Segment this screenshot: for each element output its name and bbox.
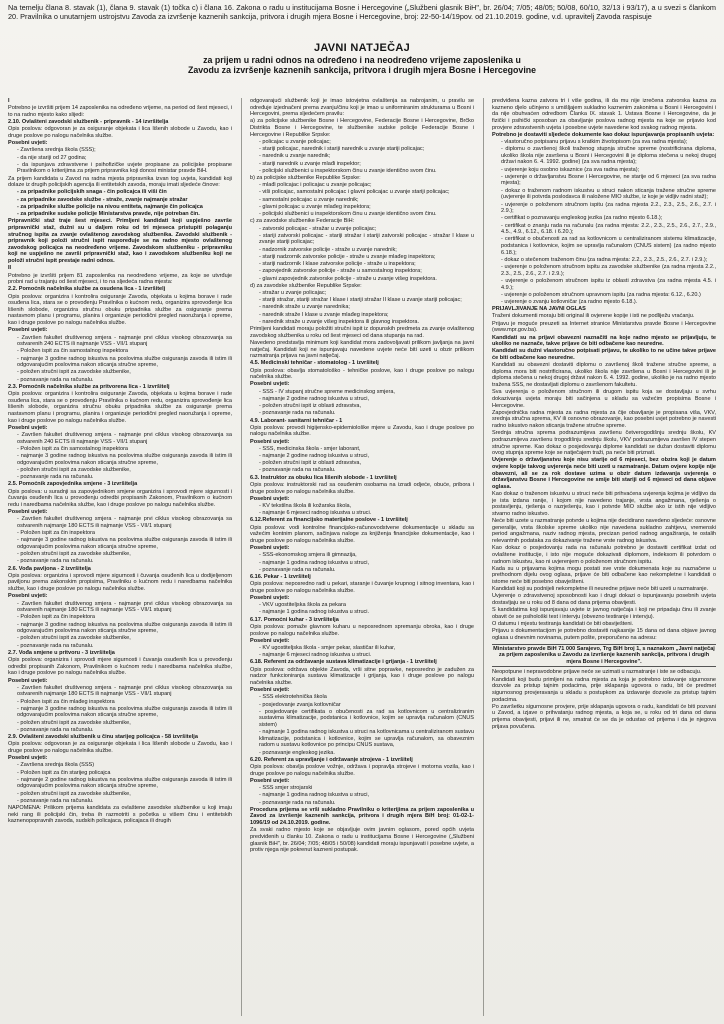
col1-paragraph: - za pripadnike sudske policije Ministarstva pravde, nije potreban čin. xyxy=(17,211,200,218)
col2-paragraph: Posebni uvjeti: xyxy=(250,595,290,601)
col1-paragraph: - poznavanje rada na računalu. xyxy=(17,558,94,565)
col3-paragraph: Kandidati su obavezni dostaviti diplomu o završenoj školi tražene stručne spreme, a diploma mora biti nostrificirana, ukoliko škola nije završena u Bosni i Hercegovini ili je diploma stečena u nekoj drugoj državi nakon 6. 4. 1992. godine, ukoliko je na radno mjesto tražena SSS, ne dostavljati diplomu o završenom fakultetu. xyxy=(492,362,716,389)
col3-paragraph: - uvjerenje o položenom stručnom upravnom ispitu (za radna mjesta: 6.12., 6.20.) xyxy=(501,291,701,298)
col2-paragraph: - stariji narednik u zvanje mlađi inspektor; xyxy=(259,160,361,167)
col1-paragraph: Posebni uvjeti: xyxy=(8,677,48,684)
col3-paragraph: Zapovjednička radna mjesta za radna mjesta za čije obavljanje je propisana viša, VKV, srednja stručna sprema, KV ili osnovno obrazovanje, kao posebni uvjet potrebno je navesti radno iskustvo nakon sticanja tražene stručne spreme. xyxy=(492,409,716,430)
col2-paragraph: Posebni uvjeti: xyxy=(250,545,290,552)
col1-paragraph: - Završen fakultet društvenog smjera - najmanje prvi ciklus visokog obrazovanja sa ostvarenih najmanje 180 ECTS ili najmanje VSS - VII/1 stupanj xyxy=(17,600,232,614)
col2-paragraph: - stražar u zvanje policajac; xyxy=(259,289,327,296)
col3-paragraph: Traženi dokumenti moraju biti original ili ovjerene kopije i isti ne podliježu vraćanju. xyxy=(492,313,695,320)
col2-paragraph: - stariji zatvorski policajac - stariji stražar i stariji zatvorski policajac - stražar I klase u zvanje stariji policajac; xyxy=(259,232,474,246)
col3-paragraph: Prijavu je moguće preuzeti sa Internet stranice Ministarstva pravde Bosne i Hercegovine (www.mpr.gov.ba). xyxy=(492,320,716,334)
col1-paragraph: Opis poslova: organizira i kontrolira osiguranje Zavoda, objekata u kojima borave i rade osuđena lica, stara se o provođenju Pravilnika o kućnom redu, organizira sprovođenje lica lišenih slobode, organizira stručnu obuku pripadnika službe za osiguranje prema nastavnom planu i programu, planira i organizuje periodični pregled naoružanja i opreme, kao i druge poslove po nalogu načelnika službe. xyxy=(8,293,232,327)
col3-paragraph: Srednja stručna sprema podrazumijeva završenu četverogodišnju srednju školu, KV podrazumijeva završenu trogodišnju srednju školu, VKV podrazumijeva završen IV stepen stručne spreme. Kao dokaz o posjedovanju diplome kandidati se dužan dostaviti diplomu ovog stupnja spreme koje se natječajem traži, pa neće biti priznati. xyxy=(492,430,716,457)
col2-paragraph: - poznavanje rada na računalu. xyxy=(259,467,336,474)
col3-paragraph: O datumu i mjestu testiranja kandidati će biti obaviješteni. xyxy=(492,621,634,628)
col3-paragraph: Sva uvjerenja o položenom stručnom ili drugom ispitu koja se dostavljaju u svrhu dokazivanja uvjeta moraju biti sačinjena u skladu sa važećim propisima Bosne i Hercegovine. xyxy=(492,389,716,409)
col1-paragraph: - Završen fakultet društvenog smjera - najmanje prvi ciklus visokog obrazovanja sa ostvarenih najmanje 180 ECTS ili najmanje VSS - VII/1 stupanj xyxy=(17,516,232,529)
col2-paragraph: - SSS-ekonomskog smjera ili gimnazija, xyxy=(259,552,357,559)
col2-paragraph: - posjedovanje certifikata o obučenosti za rad sa kotlovnicom u centraliziranim sustavima klimatizacije, podstanica i kotlovnice, kojim se upravlja računalom (CNUS sistem) xyxy=(259,708,474,728)
col3-paragraph: - uvjerenje koju osobno iskaznice (za sva radna mjesta); xyxy=(501,166,640,173)
col3-paragraph: - certifikat o znanju rada na računalu (za radna mjesta: 2.2., 2.3., 2.5., 2.6., 2.7., 2.9., 4.5., 4.9., 6.12., 6.18. i 6.20.); xyxy=(501,222,716,236)
text-column-3 xyxy=(492,98,716,1020)
col2-paragraph: Opis poslova: pomaže glavnom kuharu u neposrednom spremanju obroka, kao i druge poslove po nalogu načelnika službe. xyxy=(250,623,474,637)
col1-paragraph: Opis poslova: odgovoran je za osiguranje objekata i lica lišenih slobode u Zavodu, kao i druge poslove po nalogu načelnika službe. xyxy=(8,126,232,139)
col2-paragraph: - narednik u zvanje narednik; xyxy=(259,153,331,160)
col2-paragraph: - najmanje 6 mjeseci radnog iskustva u struci. xyxy=(259,652,372,659)
col1-paragraph: Posebni uvjeti: xyxy=(8,509,48,516)
col3-paragraph: PRIJAVLJIVANJE NA JAVNI OGLAS xyxy=(492,306,586,313)
col2-paragraph: - položen stručni ispit iz oblasti zdravstva, xyxy=(259,460,362,467)
col1-paragraph: - poznavanje rada na računalu. xyxy=(17,474,94,481)
col2-paragraph: - poznavanje rada na računalu. xyxy=(259,799,336,806)
col2-paragraph: Posebni uvjeti: xyxy=(250,637,290,644)
col2-paragraph: Primljeni kandidati moraju položiti stručni ispit iz dopunskih predmeta za zvanje ovlaštenog zavodskog službenika u roku od šest mjeseci od dana stupanja na rad. xyxy=(250,326,474,339)
col2-paragraph: 6.20. Referent za upravljanje i održavanje strojeva - 1 izvršitelj xyxy=(250,756,413,763)
col2-paragraph: Posebni uvjeti: xyxy=(250,495,290,502)
col1-paragraph: - Položen ispit za čin samostalnog inspektora xyxy=(17,445,128,452)
col1-paragraph: II xyxy=(8,265,12,272)
col1-paragraph: - najmanje 3 godine radnog iskustva na poslovima službe osiguranja zavoda ili istim ili odgovarajućim poslovima nakon sticanja stručne spreme, xyxy=(17,453,232,466)
col1-paragraph: Posebni uvjeti: xyxy=(8,755,48,762)
col3-paragraph: - uvjerenje o položenom stručnom ispitu iz oblasti zdravstva (za radna mjesta 4.5. i 4.9.); xyxy=(501,277,716,291)
col2-paragraph: - poznavanje engleskog jezika. xyxy=(259,749,335,756)
col1-paragraph: - položen stručni ispit za zavodske službenike, xyxy=(17,551,131,558)
col1-paragraph: - Završen fakultet društvenog smjera - najmanje prvi ciklus visokog obrazovanja sa ostvarenih najmanje 180 ECTS ili najmanje VSS - VII/1 stupanj xyxy=(17,684,232,698)
col3-paragraph: Ministarstvo pravde BiH 71 000 Sarajevo, Trg BiH broj 1, s naznakom „Javni natječaj za prijem zaposlenika u Zavodu za izvršenje kaznenih sankcija, pritvora i drugih mjera Bosne i Hercegovine". xyxy=(492,644,716,668)
col1-paragraph: Posebni uvjeti: xyxy=(8,140,48,147)
col1-paragraph: - Položen ispit za čin inspektora xyxy=(17,614,96,621)
col2-paragraph: - zatvorski policajac - stražar u zvanje policajac; xyxy=(259,225,377,232)
announcement-subtitle-line-2: Zavodu za izvršenje kaznenih sankcija, pritvora i drugih mjera Bosne i Hercegovine xyxy=(187,65,537,76)
col1-paragraph: - Položen ispit za čin samostalnog inspektora xyxy=(17,348,128,355)
col2-paragraph: 4.9. Laborant- sanitarni tehničar - 1 xyxy=(250,417,343,424)
col2-paragraph: Opis poslova: održava objekte Zavoda, vrši sitne popravke, neposredno je zadužen za nadzor funkcioniranja sustava klimatizacije i grijanja, kao i druge poslove po nalogu načelnika službe. xyxy=(250,666,474,686)
col3-paragraph: S kandidatima koji ispunjavaju uvjete iz javnog natječaja i koji ne pripadaju činu ili zvanje obavit će se psihološki test i intervju (obvezno testiranje i intervju). xyxy=(492,607,716,620)
announcement-subtitle-line-1: za prijem u radni odnos na određeno i na neodređeno vrijeme zaposlenika u xyxy=(203,55,521,65)
col3-paragraph: - uvjerenje o položenom stručnom ispitu za zavodske službenike (za radna mjesta 2.2., 2.3., 2.5., 2.6., 2.7. i 2.9.); xyxy=(501,264,716,277)
col2-paragraph: Opis poslova: provodi higijensko-epidemiološke mjere u Zavodu, kao i druge poslove po nalogu načelnika službe. xyxy=(250,424,474,438)
col3-paragraph: - diplomu o završenoj školi traženog stupnja stručne spreme (nostrificirana diploma, ukoliko škola nije završena u Bosni i Hercegovini ili je diploma stečena u nekoj drugoj državi nakon 6. 4. 1992. godine) (za sva radna mjesta); xyxy=(501,146,716,166)
col2-paragraph: - narednik straže u zvanje višeg inspektora ili glavnog inspektora. xyxy=(259,318,420,325)
col1-paragraph: - položen stručni ispit za zavodske službenike, xyxy=(17,635,131,642)
col2-paragraph: - mlađi policajac i policajac u zvanje policajac; xyxy=(259,182,372,189)
column-divider-1 xyxy=(241,98,242,1016)
col1-paragraph: - za pripadnike policijskih snaga - čin policajca ili viši čin xyxy=(17,189,167,196)
col3-paragraph: - certifikat o poznavanju engleskog jezika (za radno mjesto 6.18.); xyxy=(501,215,663,222)
col2-paragraph: - najmanje 1 godina radnog iskustva u struci, xyxy=(259,559,370,566)
col2-paragraph: - policijski službenici u inspektorskom činu u zvanje identično svom činu. xyxy=(259,211,437,218)
col3-paragraph: Neopotpune i nepravodobne prijave neće se uzimati u razmatranje i iste se odbacuju. xyxy=(492,669,702,676)
column-divider-2 xyxy=(483,98,484,1016)
col2-paragraph: - KV ugostiteljska škola - smjer pekar, slastičar ili kuhar, xyxy=(259,644,396,651)
col1-paragraph: - položen stručni ispit za zavodske službenike, xyxy=(17,369,131,376)
col1-paragraph: - poznavanje rada na računalu. xyxy=(17,642,94,649)
col2-paragraph: Posebni uvjeti: xyxy=(250,438,290,445)
col2-paragraph: - poznavanje rada na računalu. xyxy=(259,410,336,417)
col3-paragraph: Kao dokaz o posjedovanju rada na računalu potrebno je dostaviti certifikat izdat od ovlaštene institucije, i isto nije moguće dokazivati diplomom, indeksom ili potvrdom o radnom iskustvu, kao ni uvjerenjem o položenom stručnom ispitu. xyxy=(492,545,716,565)
col3-paragraph: Uvjerenje o zdravstvenoj sposobnosti kao i drugi dokazi o ispunjavanju posebnih uvjeta dostavljaju se u roku od 8 dana od dana prijema obavijesti. xyxy=(492,593,716,607)
col1-paragraph: Potrebno je izvršiti prijem 14 zaposlenika na određeno vrijeme, na period od šest mjeseci, i to na radno mjesto kako slijedi: xyxy=(8,105,232,118)
col1-paragraph: 2.3. Pomoćnik načelnika službe za pritvorena lica - 1 izvršitelj xyxy=(8,383,170,390)
col2-paragraph: Navedeno predstavlja minimum koji kandidat mora zadovoljavati prilikom javljanja na javni natječaj. Kandidati koji ne ispunjavaju navedene uvjete neće biti uzeti u obzir prilikom razmatranja prijava na javni natječaj. xyxy=(250,339,474,360)
col2-paragraph: Opis poslova: neposredno radi u pekari, staranje i čuvanje krupnog i sitnog inventara, kao i druge poslove po nalogu načelnika službe. xyxy=(250,581,474,594)
col2-paragraph: - nadzornik zatvorske policije - straže u zvanje narednik; xyxy=(259,246,397,253)
col2-paragraph: - narednik straže I klase u zvanje mlađeg inspektora; xyxy=(259,311,389,318)
col2-paragraph: - stariji stražar, stariji stražar I klase i stariji stražar II klase u zvanje stariji policajac; xyxy=(259,297,462,304)
col1-paragraph: Posebni uvjeti: xyxy=(8,593,48,600)
col1-paragraph: NAPOMENA: Prilikom prijema kandidata za ovlaštene zavodske službenike u koji imaju neki rang ili policijski čin, treba ih razmotriti s početka u višem činu i entitetskih kaznenopopravnih zavoda, sudskih policajaca, policajaca ili drugih xyxy=(8,805,232,825)
col3-paragraph: Kao dokaz o traženom iskustvu u struci neće biti prihvaćena uvjerenja kojima je vidljivo da je ista izdana ranije, i kojom nije navedeno trajanje, vrsta angažmana, rješenja o postavljenju, rješenja o razrješenju, kao i potvrde MIO službe ako iz istih nije vidljivo stvarno radno iskustvo. xyxy=(492,491,716,517)
col1-paragraph: - Položen ispit za čin mlađeg inspektora xyxy=(17,698,115,705)
col1-paragraph: - za pripadnike zavodske službe - straže, zvanje najmanje stražar xyxy=(17,196,188,203)
col1-paragraph: - Položen ispit za čin starijeg policajca xyxy=(17,769,111,776)
col1-paragraph: 2.2. Pomoćnik načelnika službe za osudena lica - 1 izvršitelj xyxy=(8,286,166,293)
col3-paragraph: - vlastoručno potpisanu prijavu s kratkim životopisom (za sva radna mjesta); xyxy=(501,138,688,145)
col1-paragraph: Opis poslova: organizira i sprovodi mjere sigurnosti i čuvanja osuđenih lica u provođenju odredbi propisanih Zakonom, Pravilnikom o kućnom redu i naredbama načelnika službe, kao i druge poslove po nalogu načelnika službe. xyxy=(8,657,232,677)
col3-paragraph: - uvjerenje o zvanju kotlovničar (za radno mjesto 6.18.). xyxy=(501,299,638,306)
col2-paragraph: odgovarajući službenik koji je imao istovjetna ovlaštenja sa nabrojanim, u pravilu se određuje izjednačeni prema zvanju/činu koji je imao u uniformiranim strukturama u Bosni i Hercegovini, prema sljedećem pravilu: xyxy=(250,98,474,118)
text-column-2 xyxy=(250,98,474,1020)
col1-paragraph: 2.10. Ovlašteni zavodski službenik - pripravnik - 14 izvršitelja xyxy=(8,119,169,126)
col2-paragraph: 6.12.Referent za financijsko materijalne poslove - 1 izvršitelj xyxy=(250,517,408,524)
col1-paragraph: - poznavanje rada na računalu. xyxy=(17,376,94,383)
col1-paragraph: - položen stručni ispit za zavodske službenike, xyxy=(17,719,131,726)
col2-paragraph: - SSS smjer strojarski xyxy=(259,785,313,792)
col1-paragraph: - za pripadnike službe policije na nivou entiteta, najmanje čin policajca xyxy=(17,203,203,210)
col1-paragraph: - Završen fakultet društvenog smjera - najmanje prvi ciklus visokog obrazovanja sa ostvarenih 240 ECTS ili najmanje VSS - VII/1 stupanj xyxy=(17,432,232,445)
col3-paragraph: Kandidati koji su podnijeli nekompletne ili neuredne prijave neće biti uzeti u razmatranje. xyxy=(492,586,709,593)
col2-paragraph: - SSS, medicinska škola - smjer laborant, xyxy=(259,445,361,452)
col2-paragraph: - položen stručni ispit iz oblasti zdravstva, xyxy=(259,403,362,410)
col3-paragraph: - certifikat o obučenosti za rad sa kotlovnicom u centraliziranom sistemu klimatizacije, podstanica i kotlovnice, kojim se upravlja računalom (CNUS sistem) (za radno mjesto 6.18.); xyxy=(501,236,716,256)
col2-paragraph: - SSS - IV stupanj stručne spreme medicinskog smjera, xyxy=(259,388,395,395)
announcement-title: JAVNI NATJEČAJ xyxy=(313,42,411,54)
col3-paragraph: Prijavu s dokumentacijom je potrebno dostaviti najkasnije 15 dana od dana objave javnog oglasa u dnevnim novinama, putem pošte, preporučeno na adresu: xyxy=(492,628,716,641)
col1-paragraph: 2.5. Pomoćnik zapovjednika smjene - 3 izvršitelja xyxy=(8,481,138,488)
col2-paragraph: - najmanje 2 godine radnog iskustva u struci, xyxy=(259,395,370,402)
col2-paragraph: 6.3. Instruktor za obuku lica lišenih slobode - 1 izvršitelj xyxy=(250,474,397,481)
col1-paragraph: - da nije stariji od 27 godina; xyxy=(17,154,87,161)
col2-paragraph: - najmanje 1 godina radnog iskustva u struci na kotlovnicama u centraliziranom sustavu klimatizacije, podstanica i kotlovnice, kojim se upravlja računalom, sa obaveznim radom u sustavu kotlovnice po principu CNUS sustava, xyxy=(259,729,474,749)
col3-paragraph: - dokaz o traženom radnom iskustvu u struci nakon sticanja tražene stručne spreme (uvjerenje ili potvrda poslodavca ili naložene MIO službe, iz koje je vidljiv radni staž); xyxy=(501,187,716,201)
col2-paragraph: - narednik straže u zvanje narednika; xyxy=(259,304,350,311)
col1-paragraph: - položen stručni ispit za zavodske službenike, xyxy=(17,466,131,473)
col2-paragraph: Za svaki radno mjesto koje se objavljuje ovim javnim oglasom, pored općih uvjeta predviđenih u članku 10. Zakona o radu u institucijama Bosne i Hercegovine („Službeni glasnik BiH", br. 26/04; 7/05; 48/05 i 50/08) kandidati moraju ispunjavati i posebne uvjete, a protiv njega nije pokrenut kazneni postupak. xyxy=(250,827,474,854)
col1-paragraph: 2.7. Vođa smjene u pritvoru - 3 izvršitelja xyxy=(8,649,115,656)
col1-paragraph: Pripravnički staž traje šest mjeseci. Primljeni kandidati koji uspješno završe pripravnički staž, dužni su u daljem roku od tri mjeseca pristupiti polaganju stručnog ispita za zvanje ovlaštenog zavodskog službenika. Zavodski službenik - pripravnik koji položi stručni ispit raspoređuje se na radno mjesto ovlaštenog zavodskog policajca na neodređeno vrijeme. Zavodskom službeniku - pripravniku koji ne uspješno ne završi pripravnički staž, kao i zavodskom službeniku koji ne položi stručni ispit prestaje radni odnos. xyxy=(8,218,232,265)
col2-paragraph: 6.17. Pomoćni kuhar - 3 izvršitelja xyxy=(250,616,339,623)
col3-paragraph: Po završetku sigurnosne provjere, prije sklapanja ugovora o radu, kandidati će biti pozvani u Zavod, a izjave o prihvatanju radnog mjesta, a koja se, u roku od tri dana od dana prijema obavijesti, prijavi ili ne, smatrat će se da je odustao od prijema i da je njegova prijava povučena. xyxy=(492,703,716,730)
col2-paragraph: - glavni zapovjednik zatvorske policije - straže u zvanje višeg inspektora. xyxy=(259,275,437,282)
col2-paragraph: Posebni uvjeti: xyxy=(250,381,290,388)
col1-paragraph: - najmanje 3 godine radnog iskustva na poslovima službe osiguranja zavoda ili istim ili odgovarajućim poslovima nakon sticanja stručne spreme, xyxy=(17,705,232,719)
announcement-heading xyxy=(150,42,574,76)
col2-paragraph: - viši policajac, samostalni policajac i glavni policajac u zvanje stariji policajac; xyxy=(259,189,450,196)
col3-paragraph: - dokaz o stečenom traženom činu (za radna mjesta: 2.2., 2.3., 2.5., 2.6., 2.7. i 2.9.); xyxy=(501,256,708,263)
legal-basis-intro: Na temelju člana 8. stavak (1), člana 9. stavak (1) točka c) i člana 16. Zakona o radu u institucijama Bosne i Hercegovine („Službeni glasnik BiH", br. 26/04; 7/05; 48/05; 50/08, 60/10, 32/13 i 93/17), a u svezi s člankom 20. Pravilnika o unutarnjem ustrojstvu Zavoda za izvršenje kaznenih sankcija, pritvora i drugih mjera Bosne i Hercegovine, broj: 22-50-14/19pov. od 21.10.2019. godine, v.d. upravitelj Zavoda raspisuje xyxy=(8,3,716,21)
col3-paragraph: - uvjerenje o državljanstvu Bosne i Hercegovine, ne starije od 6 mjeseci (za sva radna mjesta); xyxy=(501,173,716,187)
col1-paragraph: - Završen fakultet društvenog smjera - najmanje prvi ciklus visokog obrazovanja sa ostvarenih 240 ECTS ili najmanje VSS - VII/1 stupanj xyxy=(17,334,232,348)
col1-paragraph: - Završena srednja škola (SSS) xyxy=(17,762,95,769)
col2-paragraph: Posebni uvjeti: xyxy=(250,777,290,784)
col3-paragraph: Potrebno je dostaviti sljedeće dokumente kao dokaz ispunjavanja propisanih uvjeta: xyxy=(492,131,715,138)
col2-paragraph: - najmanje 1 godina radnog iskustva u struci, xyxy=(259,792,370,799)
col2-paragraph: - glavni policajac u zvanje mlađeg inspektora; xyxy=(259,203,371,210)
col2-paragraph: - najmanje 2 godine radnog iskustva u struci, xyxy=(259,453,370,459)
col2-paragraph: - zapovjednik zatvorske policije - straže u samostalnog inspektora; xyxy=(259,268,422,275)
col3-paragraph: predviđena kazna zatvora tri i više godina, ili da mu nije izrečena zatvorska kazna za kazneno djelo učinjeno s umišljajem sukladno kaznenim zakonima u Bosni i Hercegovini i da nije obuhvaćen odredbom Članka IX. stavak 1. Ustava Bosne i Hercegovine, da je fizički i psihički sposoban za obavljanje poslova radnog mjesta na koje se prijavio kod provjere zdravstvenih uvjeta i posebne uvjete navedene kod svakog radnog mjesta. xyxy=(492,98,716,131)
col1-paragraph: Opis poslova: organizira i sprovodi mjere sigurnosti i čuvanja osuđenih lica u dodijeljenom paviljonu prema zakonskim propisima, Pravilniku o kućnom redu i naredbama načelnika službe, kao i druge poslove po nalogu načelnika službe. xyxy=(8,572,232,593)
col2-paragraph: - policajac u zvanje policajac; xyxy=(259,138,331,145)
col2-paragraph: Opis poslova: instruktorski rad sa osuđenim osobama na izradi odjeće, obuće, pribora i druge poslove po nalogu načelnika službe. xyxy=(250,481,474,495)
col1-paragraph: - položen stručni ispit za zavodske službenike, xyxy=(17,790,131,797)
col2-paragraph: 4.5. Medicinski tehničar - stomatolog - 1 izvršitelj xyxy=(250,360,379,367)
col2-paragraph: - policijski službenici u inspektorskom činu u zvanje identično svom činu. xyxy=(259,167,437,174)
col1-paragraph: - najmanje 3 godine radnog iskustva na poslovima službe osiguranja zavoda ili istim ili odgovarajućim poslovima nakon sticanja stručne spreme, xyxy=(17,355,232,369)
col1-paragraph: - da ispunjava zdravstvene i psihofizičke uvjete propisane za policijske propisane Pravilnikom o kriterijima za prijem pripravnika koji donosi ministar pravde BiH. xyxy=(17,161,232,175)
col2-paragraph: - SSS elektrotehnička škola xyxy=(259,694,327,701)
col3-paragraph: Kandidati su dužni vlastoručno potpisati prijavu, te ukoliko to ne učine takve prijave će biti odbačene kao neuredne. xyxy=(492,348,716,361)
col2-paragraph: Posebni uvjeti: xyxy=(250,687,290,694)
col2-paragraph: - stariji nadzornik zatvorske policije - straže u zvanje mlađeg inspektora; xyxy=(259,253,436,260)
col2-paragraph: d) za zavodske službenike Republike Srpske: xyxy=(250,282,362,289)
col3-paragraph: Kandidati koji budu primljeni na radna mjesta za koja je potrebno izdavanje sigurnosne dozvole za pristup tajnim podacima, prije sklapanja ugovora o radu, bit će predmet sigurnosnog provjeravanja u skladu s postupkom za izdavanje dozvole za pristup tajnim podacima. xyxy=(492,676,716,703)
col2-paragraph: b) za policijske službenike Republike Srpske: xyxy=(250,175,361,182)
col2-paragraph: - najmanje 6 mjeseci radnog iskustva u struci. xyxy=(259,510,372,517)
col2-paragraph: 6.16. Pekar - 1 izvršitelj xyxy=(250,573,311,580)
col2-paragraph: - samostalni policajac u zvanje narednik; xyxy=(259,196,359,203)
col1-paragraph: - najmanje 3 godine radnog iskustva na poslovima službe osiguranja zavoda ili istim ili odgovarajućim poslovima nakon sticanja stručne spreme, xyxy=(17,537,232,550)
col2-paragraph: - VKV ugostiteljska škola za pekara xyxy=(259,602,346,609)
col2-paragraph: - stariji nadzornik I klase zatvorske policije - straže u inspektora; xyxy=(259,261,416,268)
col1-paragraph: - najmanje 2 godine radnog iskustva na poslovima službe osiguranja zavoda ili istim ili odgovarajućim poslovima nakon sticanja stručne spreme, xyxy=(17,776,232,790)
col2-paragraph: a) za policijske službenike Bosne i Hercegovine, Federacije Bosne i Hercegovine, Brčko Distrikta Bosne i Hercegovine, te službenike sudske policije Federacije Bosne i Hercegovine i Republike Srpske: xyxy=(250,118,474,138)
col2-paragraph: Opis poslova: vodi kontrolne financijsko-računovodstvene dokumentacije u skladu sa važećim kontnim planom, sačinjava naloge za knjiženja financijske dokumentacije, kao i druge poslove po nalogu načelnika službe. xyxy=(250,524,474,544)
col2-paragraph: c) za zavodske službenike Federacije BiH: xyxy=(250,218,355,225)
col2-paragraph: - KV tekstilna škola ili kožarska škola, xyxy=(259,502,352,509)
col3-paragraph: Kada su u prijavama kojima mogu postati sve vrste dokumenata koje su naznačene u prethodnom dijelu ovog oglasa, prijave će biti odbačene kao nekompletne i kandidati o istome neće biti posebno obavješteni. xyxy=(492,565,716,585)
col3-paragraph: Uvjerenje o državljanstvu koje nisu starije od 6 mjeseci, bez obzira koji je datum ovjere kopije takvog uvjerenja neće biti uzeti u razmatranje. Datum ovjere kopije nije obavezni, ali se za rok dostave uzima u obzir datum izdavanja uvjerenja o državljanstvu Bosne i Hercegovine ne smije biti stariji od 6 mjeseci od dana objave oglasa. xyxy=(492,457,716,490)
col1-paragraph: Posebni uvjeti: xyxy=(8,327,48,334)
col1-paragraph: Posebni uvjeti: xyxy=(8,424,48,431)
col1-paragraph: - najmanje 3 godine radnog iskustva na poslovima službe osiguranja zavoda ili istim ili odgovarajućim poslovima nakon sticanja stručne spreme, xyxy=(17,621,232,635)
col3-paragraph: - uvjerenje o položenom stručnom ispitu (za radna mjesta 2.2., 2.3., 2.5., 2.6., 2.7. i 2.9.); xyxy=(501,201,716,215)
col1-paragraph: 2.9. Ovlašteni zavodski službenik u činu starijeg policajca - 58 izvršitelja xyxy=(8,734,198,741)
col3-paragraph: Kandidati su na prijavi obavezni naznačiti na koje radno mjesto se prijavljuju, te ukoliko ne naznače, takve prijave će biti odbačene kao neuredne. xyxy=(492,334,716,348)
col2-paragraph: Opis poslova: obavlja poslove vožnje, održava i popravlja strojeve i motorna vozila, kao i druge poslove po nalogu načelnika službe. xyxy=(250,764,474,777)
col1-paragraph: 2.6. Vođa pavljona - 2 izvršitelja xyxy=(8,565,91,572)
col1-paragraph: Opis poslova: u suradnji sa zapovjednikom smjene organizira i sprovodi mjere sigurnosti i čuvanja osuđenih lica u provođenju odredbi propisanih Zakonom, Pravilnikom o kućnom redu i naredbama načelnika službe, kao i druge poslove po nalogu načelnika službe. xyxy=(8,488,232,508)
col1-paragraph: - poznavanje rada na računalu. xyxy=(17,726,94,733)
col2-paragraph: - stariji policajac, narednik i stariji narednik u zvanje stariji policajac; xyxy=(259,146,425,153)
col1-paragraph: Opis poslova: odgovoran je za osiguranje objekata i lica lišenih slobode u Zavodu, kao i druge poslove po nalogu načelnika službe. xyxy=(8,741,232,754)
col2-paragraph: 6.18. Referent za održavanje sustava klimatizacije i grijanja - 1 izvršitelj xyxy=(250,659,437,666)
col1-paragraph: - Položen ispit za čin inspektora xyxy=(17,530,96,537)
col2-paragraph: - najmanje 1 godina radnog iskustva u struci. xyxy=(259,609,370,616)
col2-paragraph: Opis poslova: obavlja stomatološko - tehničke poslove, kao i druge poslove po nalogu načelnika službe. xyxy=(250,367,474,381)
col1-paragraph: Za prijem kandidata u Zavod na radna mjesta pripravnika izvan tog uvjeta, kandidati koji dolaze iz drugih policijskih agencija ili entitetskih zavoda, moraju imati sljedeće činove: xyxy=(8,175,232,189)
col1-paragraph: - Završena srednja škola (SSS); xyxy=(17,147,96,154)
col2-paragraph: - posjedovanje zvanja kotlovničar xyxy=(259,701,341,708)
col1-paragraph: Opis poslova: organizira i kontrolira osiguranje Zavoda, objekata u kojima borave i rade osuđena lica, stara se o provođenju Pravilnika o kućnom redu, organizira sprovođenje lica lišenih slobode, organizira stručnu obuku pripadnika službe za osiguranje prema nastavnom planu i programu, planira i organizuje periodični pregled naoružanja i opreme, kao i druge poslove po nalogu načelnika službe. xyxy=(8,391,232,424)
col3-paragraph: Neće biti uzete u razmatranje potvrde u kojima nije decidirano navedeno sljedeće: osnovne generalije, vrsta školske spreme ukoliko nije navedena sukladno zahtjevu, vremenski period angažmana, naziv radnog mjesta, precizan period radnog angažiranja, te ostalih relevantnih podataka za dokazivanje tražene vrste radnog iskustva. xyxy=(492,518,716,545)
col1-paragraph: - poznavanje rada na računalu. xyxy=(17,797,94,804)
col2-paragraph: Procedura prijema se vrši sukladno Pravilniku o kriterijima za prijem zaposlenika u Zavod za izvršenje kaznenih sankcija, pritvora i drugih mjera BiH broj: 01-02-1-1096/19 od 24.10.2019. godine. xyxy=(250,806,474,827)
col1-paragraph: Potrebno je izvršiti prijem 81 zaposlenika na neodređeno vrijeme, za koje se utvrđuje probni rad u trajanju od šest mjeseci, i to na sljedeća radna mjesta: xyxy=(8,272,232,286)
text-column-1 xyxy=(8,98,232,1020)
col2-paragraph: - poznavanje rada na računalu. xyxy=(259,566,336,573)
col1-paragraph: I xyxy=(8,98,10,104)
